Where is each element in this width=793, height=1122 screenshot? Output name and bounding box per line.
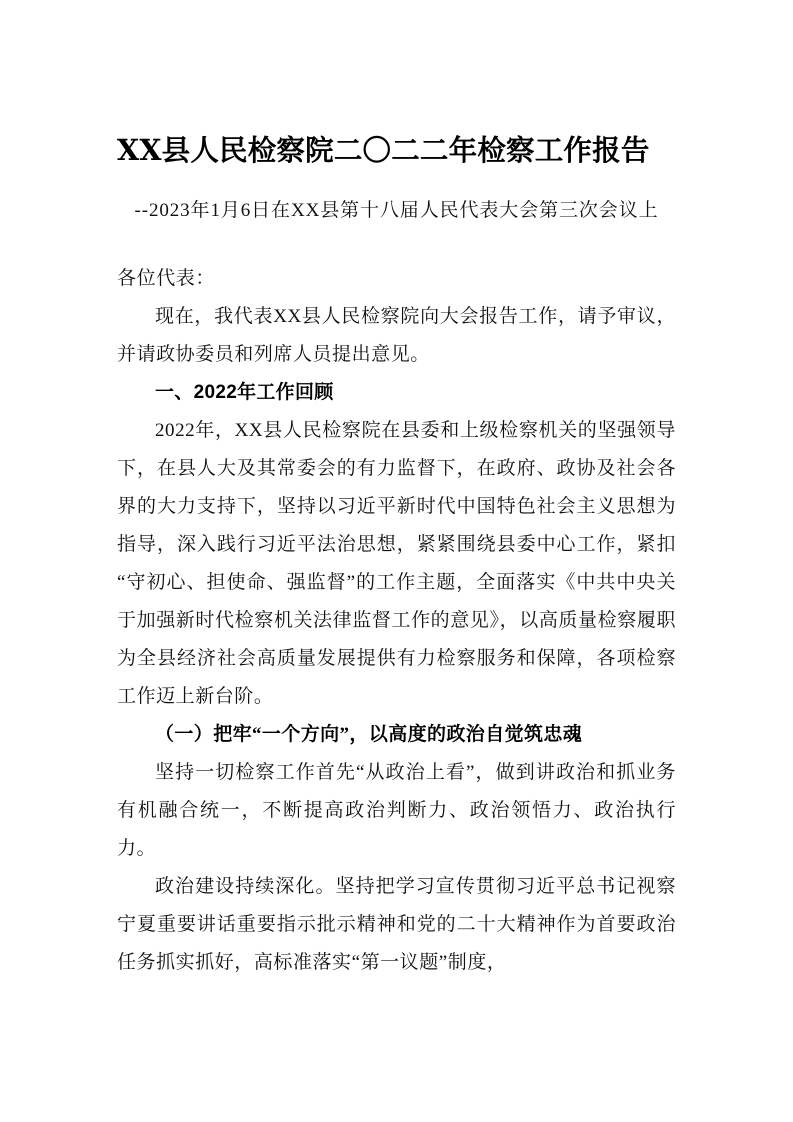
body-paragraph: 2022年，XX县人民检察院在县委和上级检察机关的坚强领导下，在县人大及其常委会的有力监督下，在政府、政协及社会各界的大力支持下，坚持以习近平新时代中国特色社会主义思想为指导，深入践行习近平法治思想，紧紧围绕县委中心工作，紧扣“守初心、担使命、强监督”的工作主题，全面落实《中共中央关于加强新时代检察机关法律监督工作的意见》，以高质量检察履职为全县经济社会高质量发展提供有力检察服务和保障，各项检察工作迈上新台阶。 [117, 420, 676, 707]
document-content-column [117, 0, 676, 982]
body-paragraph: 政治建设持续深化。坚持把学习宣传贯彻习近平总书记视察宁夏重要讲话重要指示批示精神和党的二十大精神作为首要政治任务抓实抓好，高标准落实“第一议题”制度， [117, 876, 676, 973]
body-paragraph: 现在，我代表XX县人民检察院向大会报告工作，请予审议，并请政协委员和列席人员提出意见。 [117, 306, 676, 365]
body-paragraph: 坚持一切检察工作首先“从政治上看”，做到讲政治和抓业务有机融合统一，不断提高政治判断力、政治领悟力、政治执行力。 [117, 762, 676, 859]
document-body [117, 298, 676, 982]
salutation: 各位代表： [117, 268, 216, 289]
document-subtitle-dateline: --2023年1月6日在XX县第十八届人民代表大会第三次会议上 [134, 200, 659, 221]
document-title: XX县人民检察院二〇二二年检察工作报告 [117, 133, 650, 167]
section-heading-level-2: （一）把牢“一个方向”，以高度的政治自觉筑忠魂 [155, 724, 583, 745]
section-heading-level-1: 一、2022年工作回顾 [155, 382, 334, 403]
